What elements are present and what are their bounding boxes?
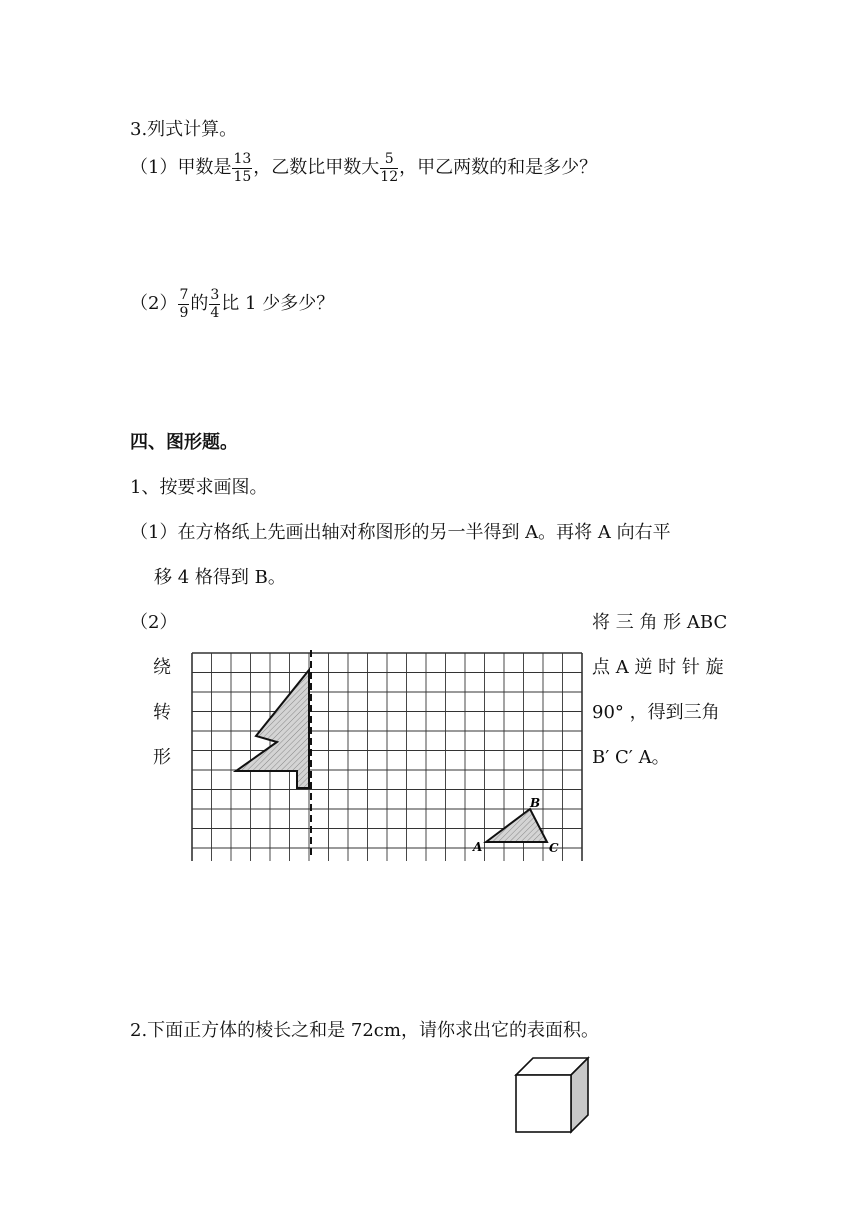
label-c: C bbox=[549, 841, 559, 855]
problem-1-q2-right: B′ C′ A。 bbox=[592, 747, 670, 768]
numerator: 5 bbox=[380, 152, 398, 169]
problem-1-q2-right: 90° ，得到三角 bbox=[592, 702, 720, 723]
label-b: B bbox=[530, 796, 541, 810]
cube-front-face bbox=[516, 1075, 571, 1132]
problem-1-q2-right: 将 三 角 形 ABC bbox=[592, 612, 728, 633]
question-text: 的 bbox=[190, 293, 209, 315]
denominator: 4 bbox=[210, 304, 220, 321]
question-text: ，甲乙两数的和是多少？ bbox=[399, 157, 598, 179]
numerator: 3 bbox=[210, 287, 220, 303]
question-text: 甲数是 bbox=[177, 157, 232, 179]
question-text: ，乙数比甲数大 bbox=[253, 157, 380, 179]
section-3-heading: 3.列式计算。 bbox=[130, 119, 238, 140]
problem-1-q2-right: 点 A 逆 时 针 旋 bbox=[592, 657, 724, 678]
problem-1-q2-left: 转 bbox=[153, 702, 171, 723]
denominator: 15 bbox=[233, 168, 252, 185]
denominator: 12 bbox=[380, 168, 399, 185]
fraction-5-12 bbox=[380, 152, 398, 184]
question-number: （1） bbox=[130, 157, 178, 179]
denominator: 9 bbox=[179, 304, 189, 321]
problem-1-q2-left: 形 bbox=[153, 747, 171, 768]
label-a: A bbox=[473, 840, 483, 854]
problem-1-q1-line2: 移 4 格得到 B。 bbox=[154, 567, 286, 588]
question-3-2 bbox=[130, 288, 334, 320]
grid-figure bbox=[180, 645, 585, 861]
fraction-7-9 bbox=[178, 288, 189, 320]
fraction-3-4 bbox=[209, 288, 220, 320]
problem-1-q2-num: （2） bbox=[130, 612, 178, 633]
question-3-1 bbox=[130, 152, 597, 184]
question-text: 比 1 少多少？ bbox=[221, 293, 335, 315]
numerator: 13 bbox=[233, 151, 252, 167]
numerator: 7 bbox=[179, 287, 189, 303]
cube-figure bbox=[512, 1055, 594, 1137]
section-4-heading: 四、图形题。 bbox=[130, 432, 238, 453]
fraction-13-15 bbox=[232, 152, 252, 184]
half-tree-shape bbox=[236, 670, 309, 788]
problem-1-q1-line1: （1）在方格纸上先画出轴对称图形的另一半得到 A。再将 A 向右平 bbox=[130, 522, 671, 543]
problem-1-q2-left: 绕 bbox=[153, 657, 171, 678]
triangle-abc bbox=[486, 809, 547, 842]
problem-2-title: 2.下面正方体的棱长之和是 72cm，请你求出它的表面积。 bbox=[130, 1020, 599, 1041]
problem-1-title: 1、按要求画图。 bbox=[130, 477, 268, 498]
question-number: （2） bbox=[130, 293, 178, 315]
